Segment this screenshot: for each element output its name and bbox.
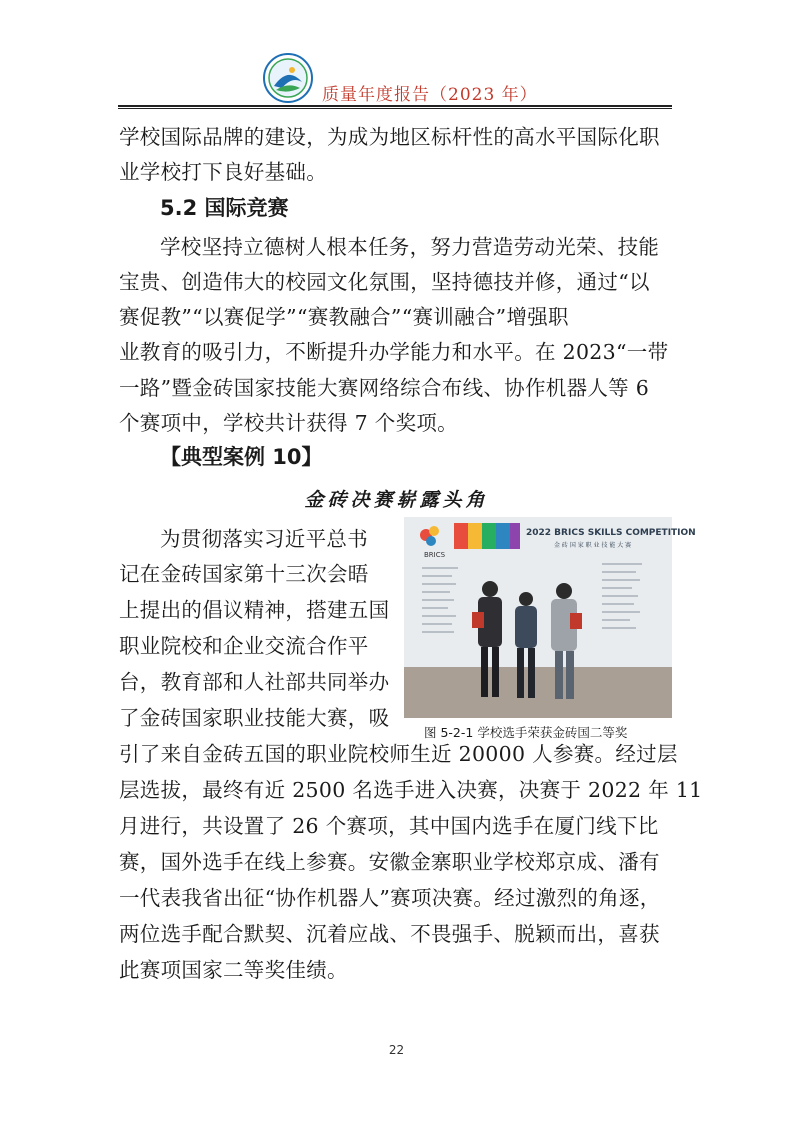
- school-logo: [262, 52, 314, 104]
- case-paragraph-line: 职业院校和企业交流合作平: [119, 634, 369, 658]
- report-header-title: 质量年度报告（2023 年）: [322, 85, 538, 105]
- section-paragraph-line: 学校坚持立德树人根本任务，努力营造劳动光荣、技能: [160, 235, 660, 259]
- header-divider: [118, 105, 672, 107]
- photo-banner-brand: BRICS: [424, 551, 446, 559]
- case-paragraph-line: 一代表我省出征“协作机器人”赛项决赛。经过激烈的角逐，: [119, 886, 661, 910]
- photo-caption: 图 5-2-1 学校选手荣获金砖国二等奖: [424, 725, 628, 740]
- header-divider-thin: [118, 108, 672, 109]
- case-subtitle: 金砖决赛崭露头角: [304, 489, 489, 511]
- case-paragraph-line: 上提出的倡议精神，搭建五国: [119, 598, 390, 622]
- case-paragraph-line: 月进行，共设置了 26 个赛项，其中国内选手在厦门线下比: [119, 814, 659, 838]
- photo-banner-subtitle: 金 砖 国 家 职 业 技 能 大 赛: [554, 542, 632, 549]
- section-paragraph-line: 业教育的吸引力，不断提升办学能力和水平。在 2023“一带: [119, 340, 669, 364]
- case-paragraph-line: 赛，国外选手在线上参赛。安徽金寨职业学校郑京成、潘有: [119, 850, 660, 874]
- intro-line: 学校国际品牌的建设，为成为地区标杆性的高水平国际化职: [119, 125, 660, 149]
- section-title: 5.2 国际竞赛: [160, 196, 289, 220]
- section-paragraph-line: 个赛项中，学校共计获得 7 个奖项。: [119, 411, 458, 435]
- case-paragraph-line: 为贯彻落实习近平总书: [160, 527, 368, 551]
- case-paragraph-line: 台，教育部和人社部共同举办: [119, 670, 390, 694]
- case-title: 【典型案例 10】: [160, 445, 323, 469]
- case-paragraph-line: 两位选手配合默契、沉着应战、不畏强手、脱颖而出，喜获: [119, 922, 660, 946]
- case-paragraph-line: 了金砖国家职业技能大赛，吸: [119, 706, 390, 730]
- section-paragraph-line: 一路”暨金砖国家技能大赛网络综合布线、协作机器人等 6: [119, 376, 650, 400]
- case-paragraph-line: 层选拔，最终有近 2500 名选手进入决赛，决赛于 2022 年 11: [119, 778, 703, 802]
- photo-banner-title: 2022 BRICS SKILLS COMPETITION: [526, 528, 696, 538]
- competition-photo: [404, 517, 696, 718]
- section-paragraph-line: 赛促教”“以赛促学”“赛教融合”“赛训融合”增强职: [119, 305, 569, 329]
- page-number: 22: [388, 1043, 405, 1057]
- section-paragraph-line: 宝贵、创造伟大的校园文化氛围，坚持德技并修，通过“以: [119, 270, 650, 294]
- case-paragraph-line: 记在金砖国家第十三次会晤: [119, 562, 369, 586]
- intro-line: 业学校打下良好基础。: [119, 160, 327, 184]
- case-paragraph-line: 此赛项国家二等奖佳绩。: [119, 958, 348, 982]
- case-paragraph-line: 引了来自金砖五国的职业院校师生近 20000 人参赛。经过层: [119, 742, 678, 766]
